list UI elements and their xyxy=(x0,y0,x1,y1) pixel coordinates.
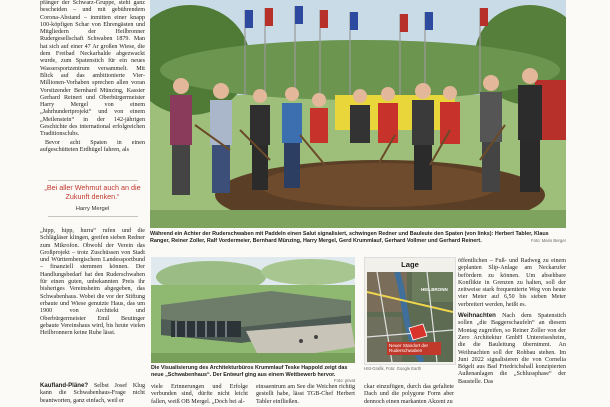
kaufland-section xyxy=(40,382,145,406)
photo-credit: Foto: Mario Berger xyxy=(531,237,566,243)
groundbreaking-photo xyxy=(150,0,566,228)
section-heading: Weihnachten xyxy=(458,312,496,320)
section-heading: Kaufland-Pläne? xyxy=(40,382,89,389)
bottom-column-a: viele Erinnerungen und Erfolge verbunden sind, dürfte nicht leicht fallen, weiß OB Mergel. „Doch bei al- xyxy=(151,384,248,405)
paragraph: „hipp, hipp, hurra“ rufen und die Schlägläser klingen, greifen sieben Redner zum Mikrofon. Obwohl der Verein das Großprojekt – trotz Zuschüssen von Stadt und Württembergischem Landessportbund – finanziell stemmen können. Der Handlungsbedarf hat den Ruderschwaben für einen guten, unbekannten Preis ihr bisheriges Vereinsheim abgegeben, das Schwabenhaus. Wobei die vor der Stiftung erbaute und Wiese genutzte Haus, das um 1900 von Architekt und Oberbürgermeister Emil Beutinger gebaute Vereinshaus wird, bis heute vielen Heilbronnern keine Ruhe lässt. xyxy=(40,228,145,337)
photo-caption xyxy=(150,231,566,244)
architecture-render xyxy=(151,257,355,363)
quote-author: Harry Mergel xyxy=(75,206,110,212)
caption-text: Die Visualisierung des Architekturbüros Krummlauf Teske Happold zeigt das neue „Schwabenhaus“. Der Entwurf ging aus einem Wettbewerb hervor. xyxy=(151,365,348,378)
pull-quote: „Bei aller Wehmut auch an die Zukunft denken.“ xyxy=(44,183,141,201)
location-map-box xyxy=(364,257,456,365)
article-column-left-lower xyxy=(40,228,145,338)
paragraph xyxy=(40,382,145,405)
weihnachten-paragraph xyxy=(458,312,566,386)
paragraph: Bevor acht Spaten in einen aufgeschütteten Erdhügel fahren, als xyxy=(40,139,145,153)
bottom-column-c: ckar einzufügen, durch das gefaltete Dach und die polygone Form aber dennoch einen markanten Akzent zu xyxy=(364,384,454,405)
section-text: Nach dem Spatenstich sollen „die Baggerschaufeln“ an diesem Montag zugreifen, so Reiner Zoller von der Zero Architektur GmbH Untereisesheim, die die Bauleitung übernimmt. An Weihnachten soll der Rohbau stehen. Im Juni 2022 signalisieren die von Cornelia Bögelt aus Bad Friedrichshall konzipierten Außenanlagen die „Schlussphase“ der Baustelle. Das xyxy=(458,313,566,385)
caption-text: Während ein Achter der Ruderschwaben mit Paddeln einen Salut signalisiert, schwingen Redner und Bauleute den Spaten (von links): Herbert Tabler, Klaus Ranger, Reiner Zoller, Ralf Vordermeier, Bernhard Münzing, Harry Mergel, Gerd Krummlauf, Gerhard Vollmer und Gerhard Reinert. xyxy=(150,231,549,244)
paragraph: öffentlichen – Fuß- und Radweg zu einem geplanten Slip-Anlage am Neckarufer befördern zu können. Um absehbare Konflikte in Grenzen zu halten, soll der zeitweise stark frequentierte Weg von heute vier Meter auf 6,50 bis sieben Meter verbreitert werden, heißt es. xyxy=(458,258,566,308)
section-text: Selbst Josef Klug kann die Schwabenhaus-Frage nicht beantworten, ganz einfach, weil er xyxy=(40,383,146,404)
article-column-right xyxy=(458,258,566,387)
map-place-label: HEILBRONN xyxy=(421,287,448,292)
map-marker-label: Neuer Standort der Ruderschwaben xyxy=(387,342,441,355)
article-column-left xyxy=(40,0,145,155)
render-caption xyxy=(151,365,355,385)
render-credit: Foto: privat xyxy=(334,378,355,384)
quote-top-rule xyxy=(48,180,138,181)
map-title: Lage xyxy=(401,260,419,269)
quote-bottom-rule xyxy=(48,216,138,217)
map-credit: HSt-Grafik, Foto: Google Earth xyxy=(364,366,422,371)
bottom-column-b: einsaentrum am See die Weichen richtig gestellt habe, lässt TGB-Chef Herbert Tabler einfließen. xyxy=(256,384,355,405)
paragraph: pfänger der Schwarz-Gruppe, steht ganz bescheiden – und mit gebührendem Corona-Abstand – inmitten einer knapp 100-köpfigen Schar von Ehrengästen und Mitgliedern der Heilbronner Rudergesellschaft Schwaben 1879. Man hat sich auf einer 47 Ar großen Wiese, die dem Freibad Neckarhalde abgezwackt wurde, zum Spatenstich für ein neues Wassersportzentrum versammelt. Mit Blick auf das ambitionierte Vier-Millionen-Vorhaben sprechen allen voran Vorsitzender Bernhard Münzing, Kassier Gerhard Reinert und Oberbürgermeister Harry Mergel von einem „Jahrhundertprojekt“ und von einem „Meilenstein“ in der 142-jährigen Geschichte des international erfolgreichen Traditionsclubs. xyxy=(40,0,145,138)
